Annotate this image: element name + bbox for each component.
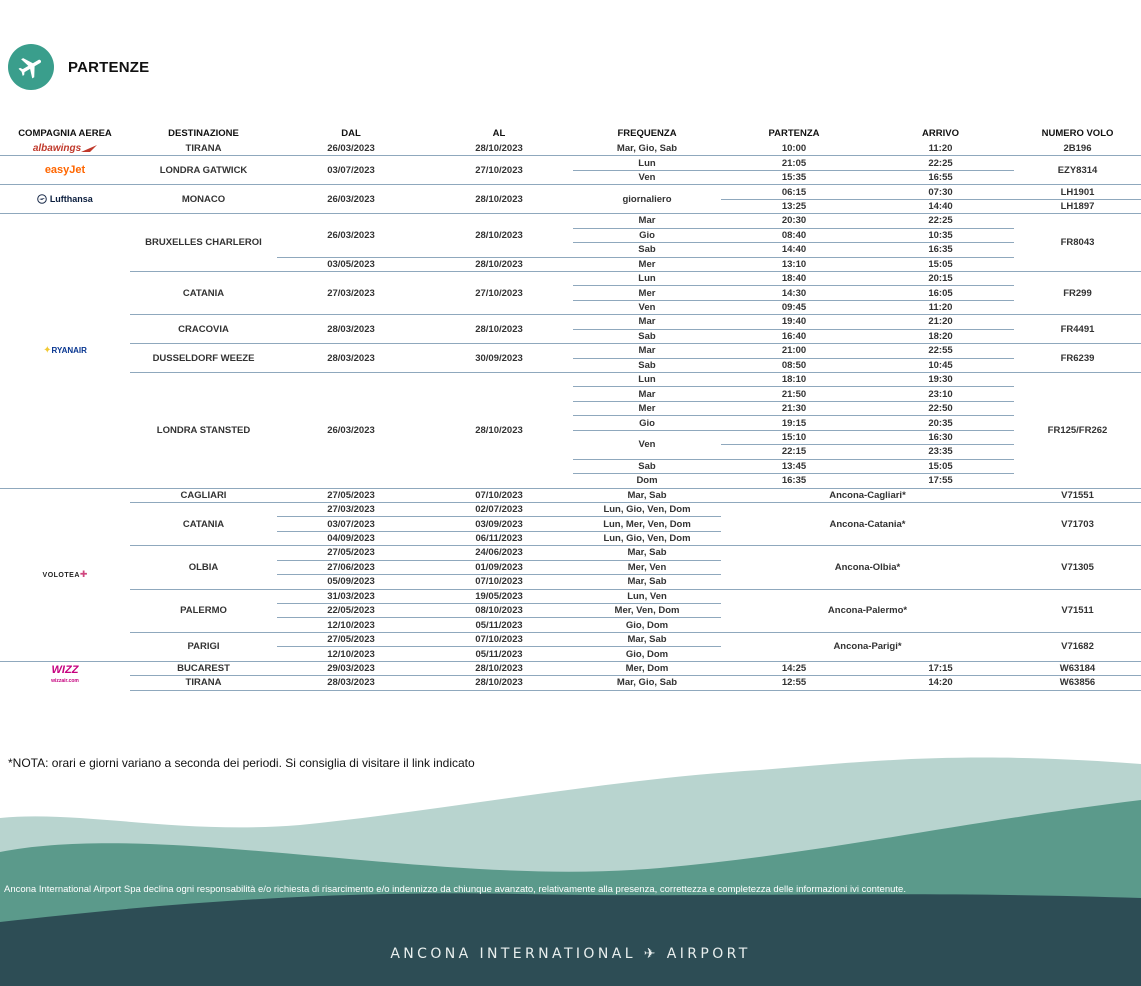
destination: LONDRA GATWICK <box>130 156 277 185</box>
table-row <box>0 546 1141 560</box>
airline-lufthansa: Lufthansa <box>0 185 130 214</box>
date-to: 30/09/2023 <box>425 344 573 373</box>
date-from: 28/03/2023 <box>277 315 425 344</box>
date-to: 07/10/2023 <box>425 488 573 502</box>
date-to: 01/09/2023 <box>425 560 573 574</box>
airport-brand: ANCONA INTERNATIONAL ✈ AIRPORT <box>390 946 751 962</box>
date-to: 02/07/2023 <box>425 502 573 516</box>
destination: TIRANA <box>185 143 222 155</box>
table-row <box>0 661 1141 675</box>
date-from: 12/10/2023 <box>327 648 375 660</box>
frequency: Mer <box>573 401 721 415</box>
route: Ancona-Catania* <box>721 502 1014 545</box>
date-to: 05/11/2023 <box>475 648 523 660</box>
flight-number: V71511 <box>1014 589 1141 632</box>
col-frequency: FREQUENZA <box>617 127 677 139</box>
table-row <box>0 156 1141 170</box>
date-from: 27/03/2023 <box>277 271 425 314</box>
lufthansa-crane-icon <box>37 194 47 204</box>
table-row <box>0 589 1141 603</box>
destination: CAGLIARI <box>130 488 277 502</box>
departure-time: 16:35 <box>781 475 807 487</box>
frequency: Sab <box>573 459 721 473</box>
route: Ancona-Palermo* <box>721 589 1014 632</box>
departure-time: 13:10 <box>781 258 807 270</box>
date-from: 03/07/2023 <box>277 517 425 531</box>
date-to: 07/10/2023 <box>475 576 523 588</box>
frequency: Mar, Sab <box>573 546 721 560</box>
arrival-time: 16:05 <box>867 286 1014 300</box>
flight-number: FR6239 <box>1014 344 1141 373</box>
departure-time: 13:45 <box>721 459 867 473</box>
table-row <box>0 271 1141 285</box>
arrival-time: 22:50 <box>867 401 1014 415</box>
col-arrival: ARRIVO <box>922 127 959 139</box>
volotea-cross-icon: ✚ <box>79 568 88 579</box>
flight-number: FR299 <box>1014 271 1141 314</box>
date-from: 22/05/2023 <box>277 604 425 618</box>
col-flight-number: NUMERO VOLO <box>1041 127 1114 139</box>
wave-dark <box>0 893 1141 986</box>
date-from: 26/03/2023 <box>277 373 425 489</box>
frequency: Mar, Sab <box>627 576 667 588</box>
departure-time: 06:15 <box>721 185 867 199</box>
frequency: Lun, Gio, Ven, Dom <box>573 502 721 516</box>
frequency: Gio, Dom <box>625 648 669 660</box>
arrival-time: 21:20 <box>867 315 1014 329</box>
col-destination: DESTINAZIONE <box>168 127 239 139</box>
airline-ryanair: ✦RYANAIR <box>0 214 130 488</box>
date-to: 05/11/2023 <box>475 619 523 631</box>
departure-time: 08:50 <box>781 359 807 371</box>
date-from: 27/03/2023 <box>277 502 425 516</box>
departure-time: 10:00 <box>781 143 807 155</box>
frequency: giornaliero <box>573 185 721 214</box>
frequency: Mar <box>573 214 721 228</box>
flight-number: V71551 <box>1014 488 1141 502</box>
frequency: Mer, Ven <box>573 560 721 574</box>
destination: CRACOVIA <box>130 315 277 344</box>
destination: CATANIA <box>130 502 277 545</box>
destination: CATANIA <box>130 271 277 314</box>
destination: PALERMO <box>130 589 277 632</box>
flight-number: V71305 <box>1014 546 1141 589</box>
flight-number: W63856 <box>1014 676 1141 690</box>
departure-time: 21:05 <box>721 156 867 170</box>
arrival-time: 23:35 <box>867 445 1014 459</box>
frequency: Mar <box>573 344 721 358</box>
flight-number: FR8043 <box>1014 214 1141 272</box>
frequency: Lun, Gio, Ven, Dom <box>603 533 691 545</box>
date-to: 24/06/2023 <box>425 546 573 560</box>
frequency: Mar, Sab <box>573 632 721 646</box>
arrival-time: 20:15 <box>867 271 1014 285</box>
departure-time: 14:40 <box>721 243 867 257</box>
destination: BRUXELLES CHARLEROI <box>130 214 277 272</box>
frequency: Mar <box>573 315 721 329</box>
date-from: 31/03/2023 <box>277 589 425 603</box>
destination: TIRANA <box>130 676 277 690</box>
destination: DUSSELDORF WEEZE <box>130 344 277 373</box>
flight-number: 2B196 <box>1063 143 1092 155</box>
arrival-time: 07:30 <box>867 185 1014 199</box>
date-to: 28/10/2023 <box>425 315 573 344</box>
destination: PARIGI <box>130 632 277 661</box>
date-to: 07/10/2023 <box>425 632 573 646</box>
date-from: 27/05/2023 <box>277 632 425 646</box>
arrival-time: 14:20 <box>867 676 1014 690</box>
table-row <box>0 185 1141 199</box>
airline-volotea: VOLOTEA✚ <box>0 488 130 661</box>
frequency: Mer <box>638 258 656 270</box>
date-to: 28/10/2023 <box>475 143 523 155</box>
frequency: Gio, Dom <box>625 619 669 631</box>
destination: LONDRA STANSTED <box>130 373 277 489</box>
frequency: Dom <box>636 475 658 487</box>
frequency: Mer, Ven, Dom <box>573 604 721 618</box>
plane-badge <box>8 44 54 90</box>
date-to: 03/09/2023 <box>425 517 573 531</box>
route: Ancona-Olbia* <box>721 546 1014 589</box>
frequency: Lun <box>573 271 721 285</box>
departure-time: 15:35 <box>781 172 807 184</box>
frequency: Sab <box>573 243 721 257</box>
departure-time: 21:50 <box>721 387 867 401</box>
frequency: Mar, Gio, Sab <box>573 676 721 690</box>
arrival-time: 11:20 <box>928 302 953 314</box>
arrival-time: 17:15 <box>867 661 1014 675</box>
note-text: *NOTA: orari e giorni variano a seconda dei periodi. Si consiglia di visitare il link indicato <box>8 756 475 770</box>
arrival-time: 10:35 <box>867 228 1014 242</box>
date-from: 03/07/2023 <box>277 156 425 185</box>
departure-time: 08:40 <box>721 228 867 242</box>
arrival-time: 22:55 <box>867 344 1014 358</box>
arrival-time: 14:40 <box>928 200 953 212</box>
date-from: 27/05/2023 <box>277 546 425 560</box>
table-row <box>0 676 1141 690</box>
arrival-time: 10:45 <box>928 359 953 371</box>
col-departure: PARTENZA <box>768 127 820 139</box>
table-row <box>0 488 1141 502</box>
albawings-wing-icon <box>81 145 97 153</box>
flight-number: V71703 <box>1014 502 1141 545</box>
table-row <box>0 344 1141 358</box>
date-from: 05/09/2023 <box>327 576 375 588</box>
frequency: Sab <box>638 330 656 342</box>
route: Ancona-Cagliari* <box>721 488 1014 502</box>
arrival-time: 22:25 <box>867 214 1014 228</box>
frequency: Lun <box>573 373 721 387</box>
table-row <box>0 632 1141 646</box>
departure-time: 20:30 <box>721 214 867 228</box>
airplane-icon <box>17 53 45 81</box>
departure-time: 14:30 <box>721 286 867 300</box>
departure-time: 14:25 <box>721 661 867 675</box>
date-to: 28/10/2023 <box>475 258 523 270</box>
flight-number: LH1897 <box>1060 200 1095 212</box>
airline-easyjet: easyJet <box>0 156 130 185</box>
date-to: 27/10/2023 <box>425 271 573 314</box>
date-to: 28/10/2023 <box>425 214 573 257</box>
frequency: Ven <box>573 430 721 459</box>
departure-time: 19:40 <box>721 315 867 329</box>
date-to: 06/11/2023 <box>475 533 523 545</box>
arrival-time: 17:55 <box>928 475 953 487</box>
arrival-time: 18:20 <box>928 330 953 342</box>
frequency: Gio <box>573 228 721 242</box>
arrival-time: 23:10 <box>867 387 1014 401</box>
departure-time: 16:40 <box>781 330 807 342</box>
flight-number: W63184 <box>1014 661 1141 675</box>
departure-time: 18:40 <box>721 271 867 285</box>
table-row <box>0 142 1141 156</box>
date-to: 08/10/2023 <box>425 604 573 618</box>
frequency: Lun, Mer, Ven, Dom <box>573 517 721 531</box>
departure-time: 21:00 <box>721 344 867 358</box>
destination: OLBIA <box>130 546 277 589</box>
flight-number: FR4491 <box>1014 315 1141 344</box>
table-header-row <box>0 124 1141 142</box>
date-from: 28/03/2023 <box>277 344 425 373</box>
table-row <box>0 502 1141 516</box>
frequency: Mar <box>573 387 721 401</box>
date-from: 29/03/2023 <box>277 661 425 675</box>
date-from: 26/03/2023 <box>277 214 425 257</box>
departure-time: 18:10 <box>721 373 867 387</box>
departure-time: 15:10 <box>721 430 867 444</box>
page-title: PARTENZE <box>68 58 150 76</box>
frequency: Lun <box>573 156 721 170</box>
frequency: Mar, Sab <box>573 488 721 502</box>
date-to: 27/10/2023 <box>425 156 573 185</box>
frequency: Mar, Gio, Sab <box>616 143 678 155</box>
date-from: 12/10/2023 <box>327 619 375 631</box>
destination: MONACO <box>130 185 277 214</box>
departure-time: 22:15 <box>721 445 867 459</box>
flight-number: EZY8314 <box>1014 156 1141 185</box>
date-to: 28/10/2023 <box>425 373 573 489</box>
departure-time: 09:45 <box>781 302 807 314</box>
table-row <box>0 214 1141 228</box>
flight-number: FR125/FR262 <box>1014 373 1141 489</box>
date-to: 19/05/2023 <box>425 589 573 603</box>
frequency: Sab <box>638 359 656 371</box>
flight-number: LH1901 <box>1014 185 1141 199</box>
date-from: 04/09/2023 <box>327 533 375 545</box>
frequency: Ven <box>638 302 656 314</box>
frequency: Ven <box>638 172 656 184</box>
table-row <box>0 373 1141 387</box>
arrival-time: 20:35 <box>867 416 1014 430</box>
arrival-time: 16:35 <box>867 243 1014 257</box>
departure-time: 12:55 <box>721 676 867 690</box>
table-row <box>0 315 1141 329</box>
date-to: 28/10/2023 <box>425 661 573 675</box>
departure-time: 13:25 <box>781 200 807 212</box>
date-from: 27/05/2023 <box>277 488 425 502</box>
wizz-site: wizzair.com <box>51 677 79 684</box>
destination: BUCAREST <box>130 661 277 675</box>
route: Ancona-Parigi* <box>721 632 1014 661</box>
departure-time: 21:30 <box>721 401 867 415</box>
col-to: AL <box>492 127 506 139</box>
page-header <box>8 44 149 90</box>
date-from: 26/03/2023 <box>277 185 425 214</box>
date-from: 03/05/2023 <box>327 258 375 270</box>
date-to: 28/10/2023 <box>425 185 573 214</box>
arrival-time: 15:05 <box>867 459 1014 473</box>
ryanair-harp-icon: ✦ <box>43 345 52 357</box>
date-to: 28/10/2023 <box>425 676 573 690</box>
col-from: DAL <box>341 127 361 139</box>
airline-wizz: WIZZ wizzair.com <box>0 661 130 690</box>
flight-number: V71682 <box>1014 632 1141 661</box>
frequency: Lun, Ven <box>573 589 721 603</box>
departure-time: 19:15 <box>721 416 867 430</box>
frequency: Mer <box>573 286 721 300</box>
disclaimer-text: Ancona International Airport Spa declina ogni responsabilità e/o richiesta di risarcimento e/o indennizzo da chiunque avanzato, relativamente alla presenza, correttezza e completezza delle informazioni ivi contenute. <box>4 884 906 895</box>
col-airline: COMPAGNIA AEREA <box>18 127 112 139</box>
airline-albawings: albawings <box>0 142 130 156</box>
frequency: Gio <box>573 416 721 430</box>
arrival-time: 16:30 <box>867 430 1014 444</box>
arrival-time: 19:30 <box>867 373 1014 387</box>
date-from: 26/03/2023 <box>327 143 375 155</box>
arrival-time: 22:25 <box>867 156 1014 170</box>
date-from: 28/03/2023 <box>277 676 425 690</box>
arrival-time: 15:05 <box>928 258 953 270</box>
frequency: Mer, Dom <box>573 661 721 675</box>
date-from: 27/06/2023 <box>277 560 425 574</box>
departures-table <box>0 124 1141 691</box>
arrival-time: 16:55 <box>928 172 953 184</box>
arrival-time: 11:20 <box>928 143 953 155</box>
